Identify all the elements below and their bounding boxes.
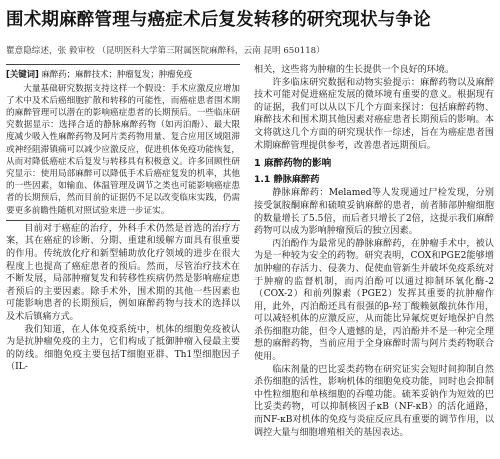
abstract-box xyxy=(6,64,240,221)
left-column xyxy=(6,64,240,459)
body-paragraph: 临床剂量的巴比妥类药物在研究证实会短时间抑制自然杀伤细胞的活性，影响机体的细胞免疫功能，同时也会抑制中性粒细胞和单核细胞的吞噬功能。硫苯妥钠作为短效的巴比妥类药物，可以抑制核因子κB（NF-κB）的活化通路，而NF-κB对机体的免疫与炎症反应具有重要的调节作用，以调控大量与细胞增殖相关的基因表达。 xyxy=(254,364,494,438)
author-line: 瞿意隐综述，张 毅审校 （昆明医科大学第三附属医院麻醉科，云南 昆明 650118） xyxy=(6,46,325,56)
keywords-line xyxy=(6,68,240,81)
subsection-heading: 1.1 静脉麻醉药 xyxy=(254,173,320,185)
body-paragraph: 许多临床研究数据和动物实验提示：麻醉药物以及麻醉技术可能对促进癌症发展的微环境有重要的意义。根据现有的证据，我们可以从以下几个方面来探讨：包括麻醉药物、麻醉技术和围术期其他因素对癌症患者长期预后的影响。本文将就这几个方面的研究现状作一综述，旨在为癌症患者围术期麻醉管理提供参考，改善患者远期预后。 xyxy=(254,77,494,151)
body-paragraph: 丙泊酚作为最常见的静脉麻醉药，在肿瘤手术中，被认为是一种较为安全的药物。研究表明，COX和PGE2能够增加肿瘤的存活力、侵袭力、促使血管新生并破坏免疫系统对于肿瘤的监督机制，而丙泊酚可以通过抑制环氧化酶-2（COX-2）和前列腺素（PGE2）发挥其重要的抗肿瘤作用，此外，丙泊酚还具有很强的β-羟丁酸赖氨酸抗体作用，可以减轻机体的应激反应，从而能比异氟烷更好地保护自然杀伤细胞功能，但令人遗憾的是，丙泊酚并不是一种完全理想的麻醉药物，当前应用于全身麻醉时需与阿片类药物联合使用。 xyxy=(254,238,494,363)
keywords-text: 麻醉药；麻醉技术；肿瘤复发；肿瘤免疫 xyxy=(41,69,193,79)
body-paragraph: 静脉麻醉药：Melamed等人发现通过尸检发现，分别接受氯胺酮麻醉和硫喷妥钠麻醉的患者，前者肺部肿瘤细胞的数量增长了5.5倍，而后者只增长了2倍，这提示我们麻醉药物可以成为影响肿瘤预后的独立因素。 xyxy=(254,188,494,237)
abstract-text: 大量基础研究数据支持这样一个假设：手术应激反应增加了术中及术后癌细胞扩散和转移的可能性，而癌症患者围术期的麻醉管理可以潜在的影响癌症患者的长期预后。一些临床研究数据显示：选择合适的静脉麻醉药物（如丙泊酚）、最大限度减少吸入性麻醉药物及阿片类药物用量、复合应用区域阻滞或神经阻滞镇痛可以减少应激反应，促进机体免疫功能恢复，从而对降低癌症术后复发与转移具有积极意义。许多回顾性研究显示：使用局部麻醉可以降低手术后癌症复发的机率，其他的一些因素，如输血、体温管理及调节之类也可能影响癌症患者的长期预后，然而目前的证据仍不足以改变临床实践，仍需要更多前瞻性随机对照试验来进一步证实。 xyxy=(6,83,240,216)
paper-title: 围术期麻醉管理与癌症术后复发转移的研究现状与争论 xyxy=(6,10,431,30)
section-heading: 1 麻醉药物的影响 xyxy=(254,158,332,170)
keywords-label: [关键词] xyxy=(6,69,39,79)
body-paragraph: 我们知道，在人体免疫系统中，机体的细胞免疫被认为是抗肿瘤免疫的主力，它们构成了抵御肿瘤入侵最主要的防线。细胞免疫主要包括T细胞亚群、Th1型细胞因子（IL- xyxy=(6,324,240,373)
body-paragraph: 相关，这些将为肿瘤的生长提供一个良好的环境。 xyxy=(254,65,455,75)
body-paragraph: 目前对于癌症的治疗，外科手术仍然是首选的治疗方案，其在癌症的诊断、分期、重建和缓解方面具有很重要的作用。传统放化疗和新型辅助放化疗领域的进步在很大程度上也提高了癌症患者的预后。然而，尽管治疗技术在不断发展，局部肿瘤复发和转移性疾病仍然是影响癌症患者预后的主要因素。除手术外，围术期的其他一些因素也可能影响患者的长期预后，例如麻醉药物与技术的选择以及术后镇痛方式。 xyxy=(6,223,240,322)
right-column xyxy=(254,64,494,459)
